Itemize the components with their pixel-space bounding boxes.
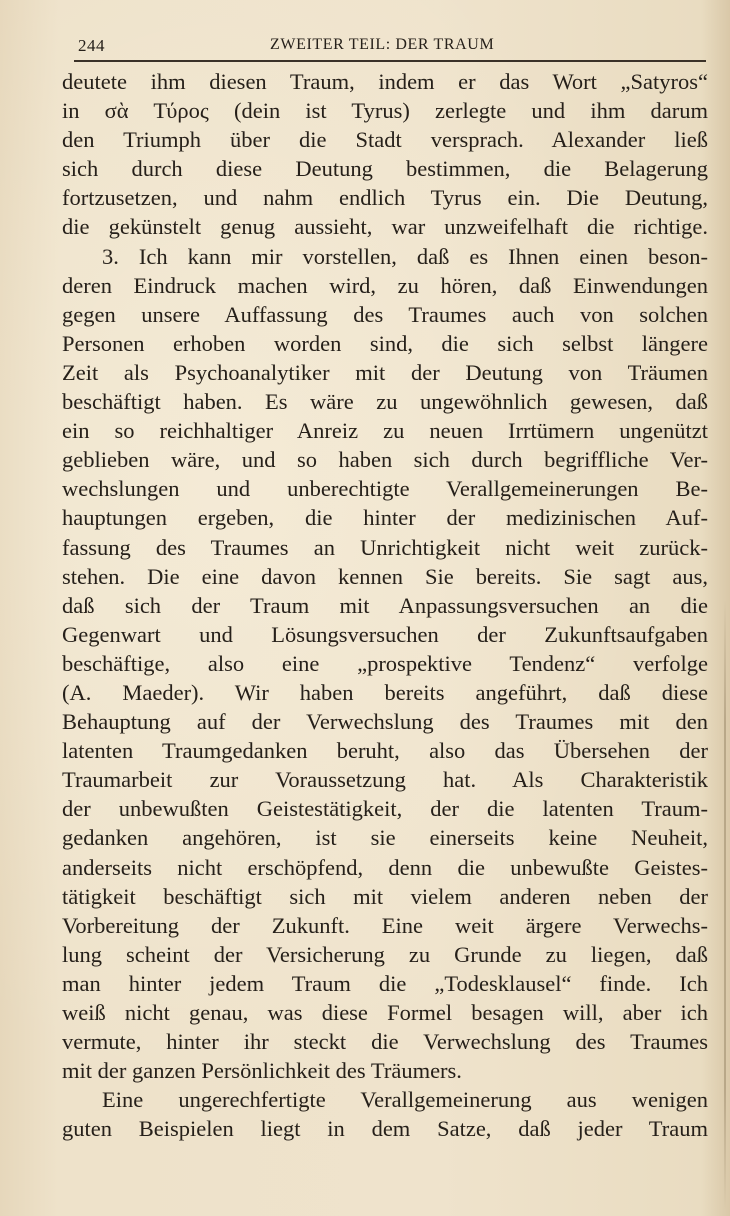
text-line: hauptungen ergeben, die hinter der medizinischen Auf- (62, 505, 708, 531)
body-text (62, 67, 708, 1143)
text-line: tätigkeit beschäftigt sich mit vielem anderen neben der (62, 883, 708, 909)
text-line: geblieben wäre, und so haben sich durch begriffliche Ver- (62, 447, 708, 473)
text-line: wechslungen und unberechtigte Verallgemeinerungen Be- (62, 476, 708, 502)
text-line: beschäftige, also eine „prospektive Tendenz“ verfolge (62, 650, 708, 676)
text-line: stehen. Die eine davon kennen Sie bereits. Sie sagt aus, (62, 563, 708, 589)
text-line: der unbewußten Geistestätigkeit, der die latenten Traum- (62, 796, 708, 822)
text-line: Behauptung auf der Verwechslung des Traumes mit den (62, 709, 708, 735)
text-line: Traumarbeit zur Voraussetzung hat. Als Charakteristik (62, 767, 708, 793)
page-header (74, 34, 706, 62)
text-line: die gekünstelt genug aussieht, war unzweifelhaft die richtige. (62, 214, 708, 240)
text-line: gegen unsere Auffassung des Traumes auch von solchen (62, 301, 708, 327)
text-line: Vorbereitung der Zukunft. Eine weit ärgere Verwechs- (62, 912, 708, 938)
text-line: Zeit als Psychoanalytiker mit der Deutung von Träumen (62, 359, 708, 385)
running-head: ZWEITER TEIL: DER TRAUM (270, 36, 495, 53)
text-line: deutete ihm diesen Traum, indem er das Wort „Satyros“ (62, 69, 708, 94)
text-line: beschäftigt haben. Es wäre zu ungewöhnlich gewesen, daß (62, 389, 708, 415)
text-line: daß sich der Traum mit Anpassungsversuchen an die (62, 592, 708, 618)
text-line: Gegenwart und Lösungsversuchen der Zukunftsaufgaben (62, 621, 708, 647)
text-line: guten Beispielen liegt in dem Satze, daß jeder Traum (62, 1116, 708, 1142)
text-line: in σὰ Τύρος (dein ist Tyrus) zerlegte und ihm darum (62, 98, 708, 124)
text-line: mit der ganzen Persönlichkeit des Träumers. (62, 1058, 462, 1084)
text-line: fassung des Traumes an Unrichtigkeit nicht weit zurück- (62, 534, 708, 560)
text-line: den Triumph über die Stadt versprach. Alexander ließ (62, 127, 708, 153)
text-line: (A. Maeder). Wir haben bereits angeführt, daß diese (62, 679, 708, 705)
text-line: 3. Ich kann mir vorstellen, daß es Ihnen einen beson- (102, 243, 708, 269)
text-line: fortzusetzen, und nahm endlich Tyrus ein. Die Deutung, (62, 185, 708, 211)
text-line: lung scheint der Versicherung zu Grunde zu liegen, daß (62, 941, 708, 967)
text-line: weiß nicht genau, was diese Formel besagen will, aber ich (62, 1000, 708, 1025)
page-edge-shadow (724, 600, 726, 1210)
text-line: Eine ungerechfertigte Verallgemeinerung aus wenigen (102, 1087, 708, 1113)
text-line: deren Eindruck machen wird, zu hören, daß Einwendungen (62, 272, 708, 298)
text-line: gedanken angehören, ist sie einerseits keine Neuheit, (62, 825, 708, 851)
page-number: 244 (78, 36, 105, 55)
text-line: sich durch diese Deutung bestimmen, die Belagerung (62, 156, 708, 182)
text-line: latenten Traumgedanken beruht, also das Übersehen der (62, 738, 708, 764)
text-line: ein so reichhaltiger Anreiz zu neuen Irrtümern ungenützt (62, 418, 708, 444)
text-line: vermute, hinter ihr steckt die Verwechslung des Traumes (62, 1029, 708, 1055)
text-line: Personen erhoben worden sind, die sich selbst längere (62, 330, 708, 356)
text-line: man hinter jedem Traum die „Todesklausel“ finde. Ich (62, 970, 708, 996)
text-line: anderseits nicht erschöpfend, denn die unbewußte Geistes- (62, 854, 708, 880)
